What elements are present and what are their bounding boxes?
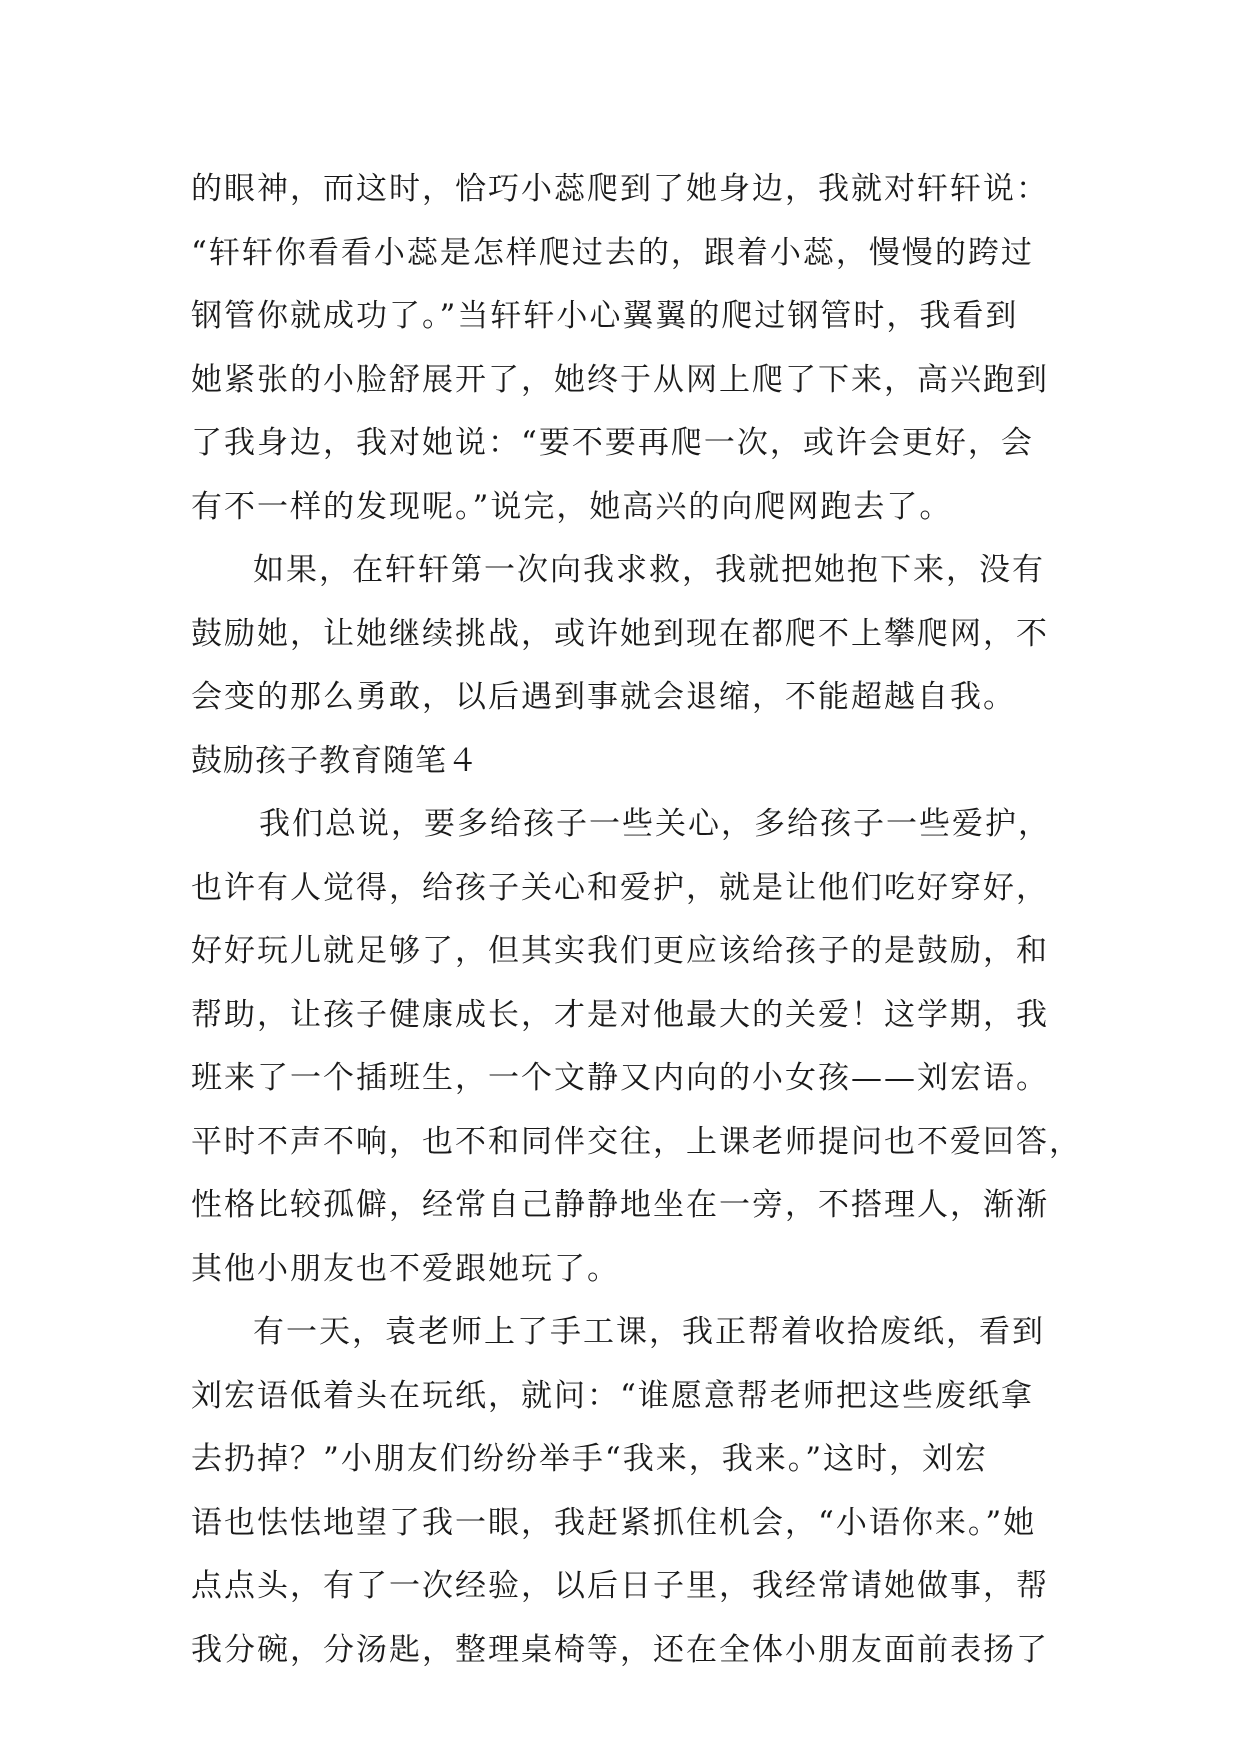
text-line: 了我身边，我对她说：“要不要再爬一次，或许会更好，会 [191,425,1034,461]
text-line: “轩轩你看看小蕊是怎样爬过去的，跟着小蕊，慢慢的跨过 [191,234,1034,271]
text-line: 帮助，让孩子健康成长，才是对他最大的关爱！这学期，我 [191,996,1049,1033]
text-line: 班来了一个插班生，一个文静又内向的小女孩——刘宏语。 [191,1060,1049,1096]
text-line: 她紧张的小脸舒展开了，她终于从网上爬了下来，高兴跑到 [191,361,1049,398]
paragraph-start: 如果，在轩轩第一次向我求救，我就把她抱下来，没有 [253,552,1045,588]
text-line: 去扔掉？”小朋友们纷纷举手“我来，我来。”这时，刘宏 [191,1441,989,1477]
paragraph-start: 我们总说，要多给孩子一些关心，多给孩子一些爱护， [259,806,1051,842]
text-line: 我分碗，分汤匙，整理桌椅等，还在全体小朋友面前表扬了 [191,1631,1049,1668]
text-line: 会变的那么勇敢，以后遇到事就会退缩，不能超越自我。 [191,679,1016,715]
text-line: 有不一样的发现呢。”说完，她高兴的向爬网跑去了。 [191,488,953,525]
text-line: 点点头，有了一次经验，以后日子里，我经常请她做事，帮 [191,1568,1049,1604]
text-line: 钢管你就成功了。”当轩轩小心翼翼的爬过钢管时，我看到 [191,298,1019,334]
body-text [191,158,1082,1682]
text-line: 性格比较孤僻，经常自己静静地坐在一旁，不搭理人，渐渐 [191,1187,1049,1223]
paragraph-start: 有一天，袁老师上了手工课，我正帮着收拾废纸，看到 [253,1314,1045,1350]
text-line: 语也怯怯地望了我一眼，我赶紧抓住机会，“小语你来。”她 [191,1504,1037,1541]
text-line: 平时不声不响，也不和同伴交往，上课老师提问也不爱回答， [191,1123,1082,1160]
section-heading: 鼓励孩子教育随笔４ [191,742,479,779]
text-line: 其他小朋友也不爱跟她玩了。 [191,1250,620,1287]
text-line: 刘宏语低着头在玩纸，就问：“谁愿意帮老师把这些废纸拿 [191,1377,1034,1414]
text-line: 好好玩儿就足够了，但其实我们更应该给孩子的是鼓励，和 [191,933,1049,969]
text-line: 鼓励她，让她继续挑战，或许她到现在都爬不上攀爬网，不 [191,615,1049,652]
text-line: 也许有人觉得，给孩子关心和爱护，就是让他们吃好穿好， [191,869,1049,906]
text-line: 的眼神，而这时，恰巧小蕊爬到了她身边，我就对轩轩说： [191,171,1049,207]
